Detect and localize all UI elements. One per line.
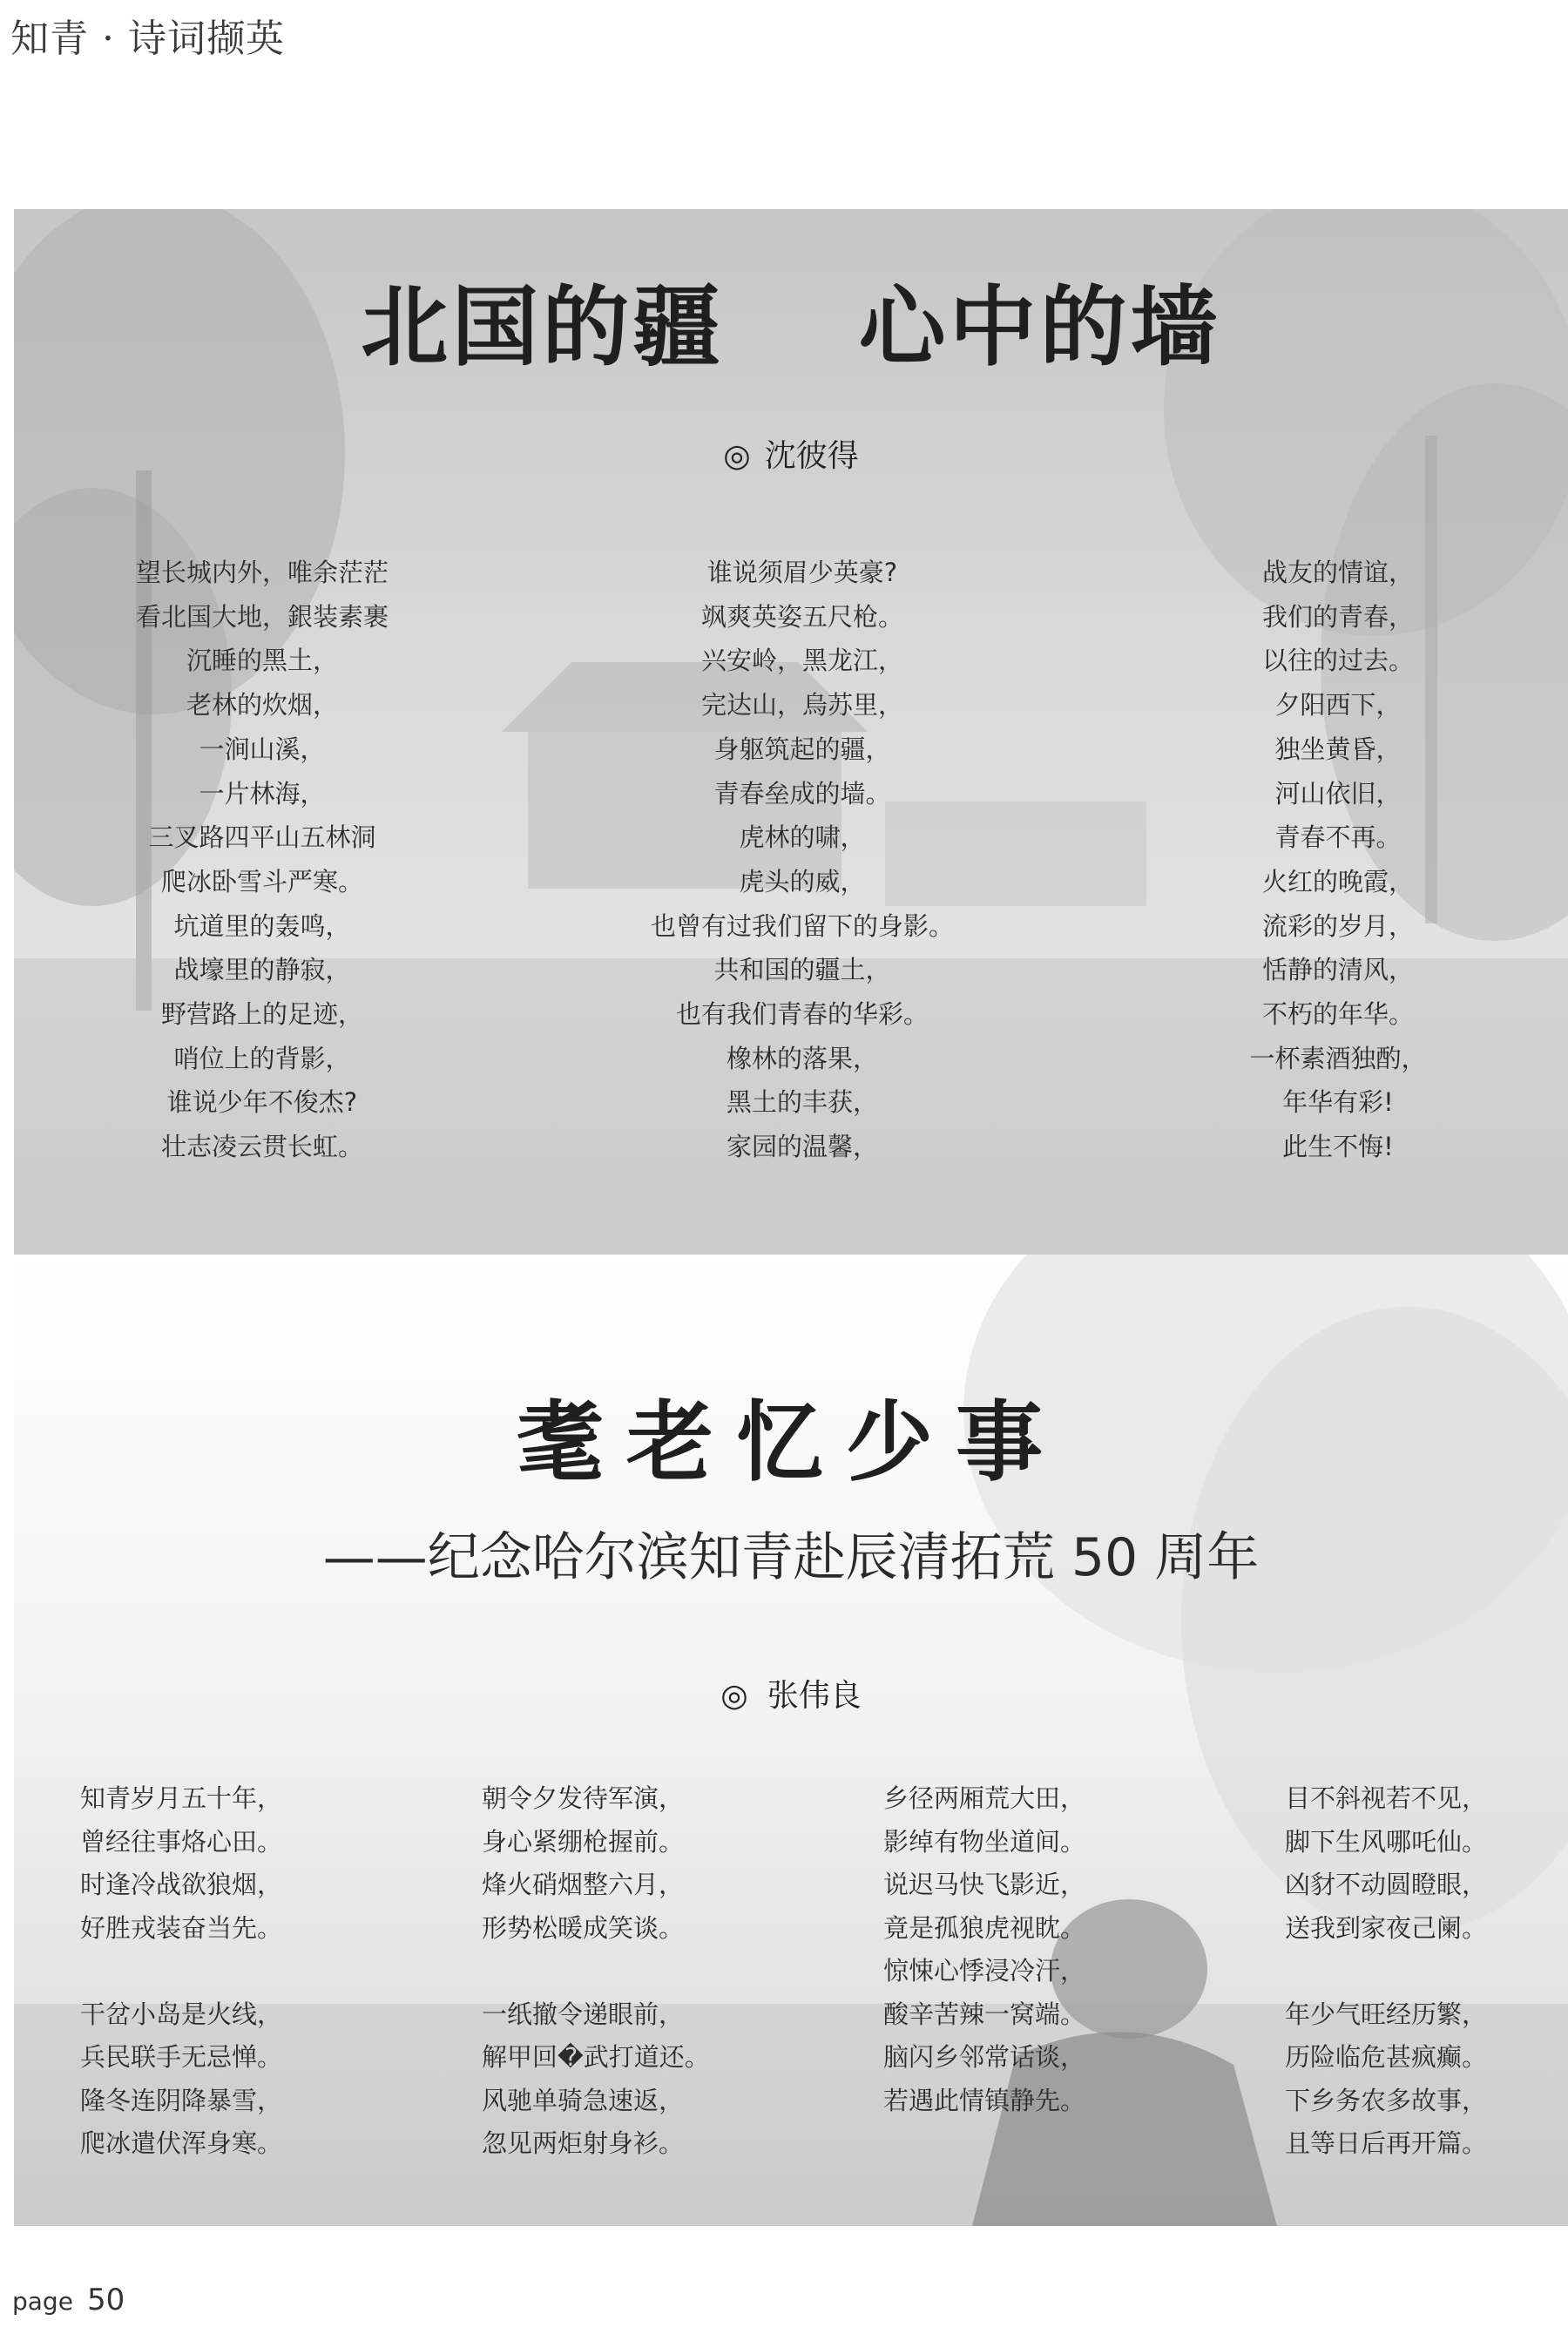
poem1-column-1 (105, 551, 419, 1169)
poem1-panel (14, 209, 1568, 1255)
poem-line: 年少气旺经历繁， (1285, 1999, 1488, 2029)
poem-line: 望长城内外，唯余茫茫 (135, 558, 389, 587)
poem-line: 一涧山溪， (199, 734, 326, 764)
poem-line: 兵民联手无忌惮。 (80, 2042, 283, 2072)
poem-line: 夕阳西下， (1274, 690, 1402, 720)
poem2-column-4 (1285, 1777, 1568, 2166)
poem-line: 也曾有过我们留下的身影。 (650, 910, 954, 941)
poem-line: 竟是孤狼虎视眈。 (883, 1912, 1086, 1943)
poem-line: 哨位上的背影， (173, 1043, 351, 1073)
poem-line: 脚下生风哪吒仙。 (1285, 1826, 1488, 1857)
poem-line: 战友的情谊， (1261, 558, 1414, 587)
poem-line: 忽见两炬射身衫。 (482, 2128, 685, 2158)
poem2-panel (14, 1255, 1568, 2226)
poem-line: 身心紧绷枪握前。 (482, 1826, 685, 1857)
poem-line: 独坐黄昏， (1274, 734, 1402, 764)
poem-line: 若遇此情镇静先。 (883, 2085, 1086, 2115)
poem-line: 乡径两厢荒大田， (883, 1783, 1086, 1813)
poem2-column-1 (80, 1777, 463, 2166)
poem-line: 谁说须眉少英豪? (706, 558, 898, 587)
poem-line: 家园的温馨， (726, 1132, 878, 1162)
poem-line: 年华有彩! (1282, 1087, 1394, 1118)
poem1-byline (14, 431, 1568, 476)
poem-line: 曾经往事烙心田。 (80, 1826, 283, 1857)
running-head: 知青 · 诗词撷英 (10, 17, 285, 61)
poem-line: 说迟马快飞影近， (883, 1870, 1086, 1899)
author-mark-icon: ◎ (723, 438, 751, 474)
poem-line: 壮志凌云贯长虹。 (160, 1132, 363, 1162)
poem-line: 朝令夕发待军演， (482, 1783, 685, 1813)
poem2-author: 张伟良 (767, 1678, 862, 1714)
poem-line: 爬冰卧雪斗严寒。 (160, 866, 363, 896)
poem-line: 沉睡的黑土， (186, 646, 338, 676)
poem-line: 知青岁月五十年， (80, 1783, 283, 1813)
poem-line: 历险临危甚疯癫。 (1285, 2042, 1488, 2072)
poem-line: 虎林的啸， (739, 822, 866, 853)
poem-line: 身躯筑起的疆， (713, 734, 891, 764)
poem-line: 隆冬连阴降暴雪， (80, 2085, 283, 2115)
poem-line: 河山依旧， (1274, 778, 1402, 808)
poem2-title: 耄老忆少事 (517, 1391, 1065, 1493)
poem-line: 形势松暖成笑谈。 (482, 1912, 685, 1943)
poem2-column-2 (482, 1777, 865, 2166)
poem-line: 影绰有物坐道间。 (883, 1826, 1086, 1857)
poem-line: 解甲回�武打道还。 (482, 2042, 710, 2072)
poem-line: 目不斜视若不见， (1285, 1783, 1488, 1813)
poem-line: 脑闪乡邻常话谈， (883, 2042, 1086, 2072)
page-footer (12, 2283, 125, 2317)
poem-line: 一片林海， (199, 778, 326, 808)
poem-line: 好胜戎装奋当先。 (80, 1912, 283, 1943)
poem1-column-3 (1181, 551, 1495, 1169)
poem-line: 送我到家夜己阑。 (1285, 1912, 1488, 1943)
poem-line: 此生不悔! (1282, 1132, 1394, 1162)
poem-line: 火红的晚霞， (1261, 866, 1414, 896)
poem1-title-left: 北国的疆 (361, 276, 724, 378)
poem-line: 时逢冷战欲狼烟， (80, 1870, 283, 1899)
poem-line: 惊悚心悸浸冷汗， (883, 1956, 1086, 1986)
poem-line: 流彩的岁月， (1261, 910, 1414, 941)
author-mark-icon: ◎ (720, 1678, 748, 1714)
poem-line: 看北国大地，銀装素裹 (135, 601, 389, 632)
poem-line: 一杯素酒独酌， (1249, 1043, 1427, 1073)
poem-line: 下乡务农多故事， (1285, 2085, 1488, 2115)
poem-line: 凶豺不动圆瞪眼， (1285, 1870, 1488, 1899)
poem-line: 爬冰遣伏浑身寒。 (80, 2128, 283, 2158)
page-label: page (12, 2287, 73, 2316)
poem1-title-right: 心中的墙 (858, 276, 1221, 378)
poem-line: 战壕里的静寂， (173, 955, 351, 985)
poem-line: 恬静的清风， (1261, 955, 1414, 985)
poem2-byline (14, 1671, 1568, 1715)
poem-line: 干岔小岛是火线， (80, 1999, 283, 2029)
poem-line: 黑土的丰获， (726, 1087, 878, 1118)
page-number: 50 (86, 2283, 125, 2317)
poem-line: 虎头的威， (739, 866, 866, 896)
poem-line: 且等日后再开篇。 (1285, 2128, 1488, 2158)
poem1-author: 沈彼得 (764, 438, 859, 474)
poem2-subtitle: ——纪念哈尔滨知青赴辰清拓荒 50 周年 (322, 1527, 1260, 1588)
poem1-title (14, 257, 1568, 382)
poem-line: 老林的炊烟， (186, 690, 338, 720)
poem-line: 不朽的年华。 (1261, 999, 1414, 1030)
poem-line: 兴安岭，黑龙江， (700, 646, 903, 676)
poem-line: 完达山，烏苏里， (700, 690, 903, 720)
poem-line: 橡林的落果， (726, 1043, 878, 1073)
poem2-column-3 (883, 1777, 1267, 2122)
poem-line: 野营路上的足迹， (160, 999, 363, 1030)
poem-line: 我们的青春， (1261, 601, 1414, 632)
poem-line (80, 1950, 463, 1993)
poem-line: 飒爽英姿五尺枪。 (700, 601, 903, 632)
poem-line: 也有我们青春的华彩。 (675, 999, 929, 1030)
poem-line (482, 1950, 865, 1993)
poem-line: 酸辛苦辣一窝端。 (883, 1999, 1086, 2029)
poem-line: 烽火硝烟整六月， (482, 1870, 685, 1899)
poem-line: 谁说少年不俊杰? (166, 1087, 358, 1118)
poem1-column-2 (615, 551, 990, 1169)
poem-line: 坑道里的轰鸣， (173, 910, 351, 941)
poem-line: 青春不再。 (1274, 822, 1402, 853)
poem-line: 三叉路四平山五林洞 (148, 822, 376, 853)
poem-line (1285, 1950, 1568, 1993)
poem-line: 风驰单骑急速返， (482, 2085, 685, 2115)
poem-line: 以往的过去。 (1261, 646, 1414, 676)
poem-line: 青春垒成的墙。 (713, 778, 891, 808)
poem-line: 一纸撤令递眼前， (482, 1999, 685, 2029)
poem-line: 共和国的疆土， (713, 955, 891, 985)
